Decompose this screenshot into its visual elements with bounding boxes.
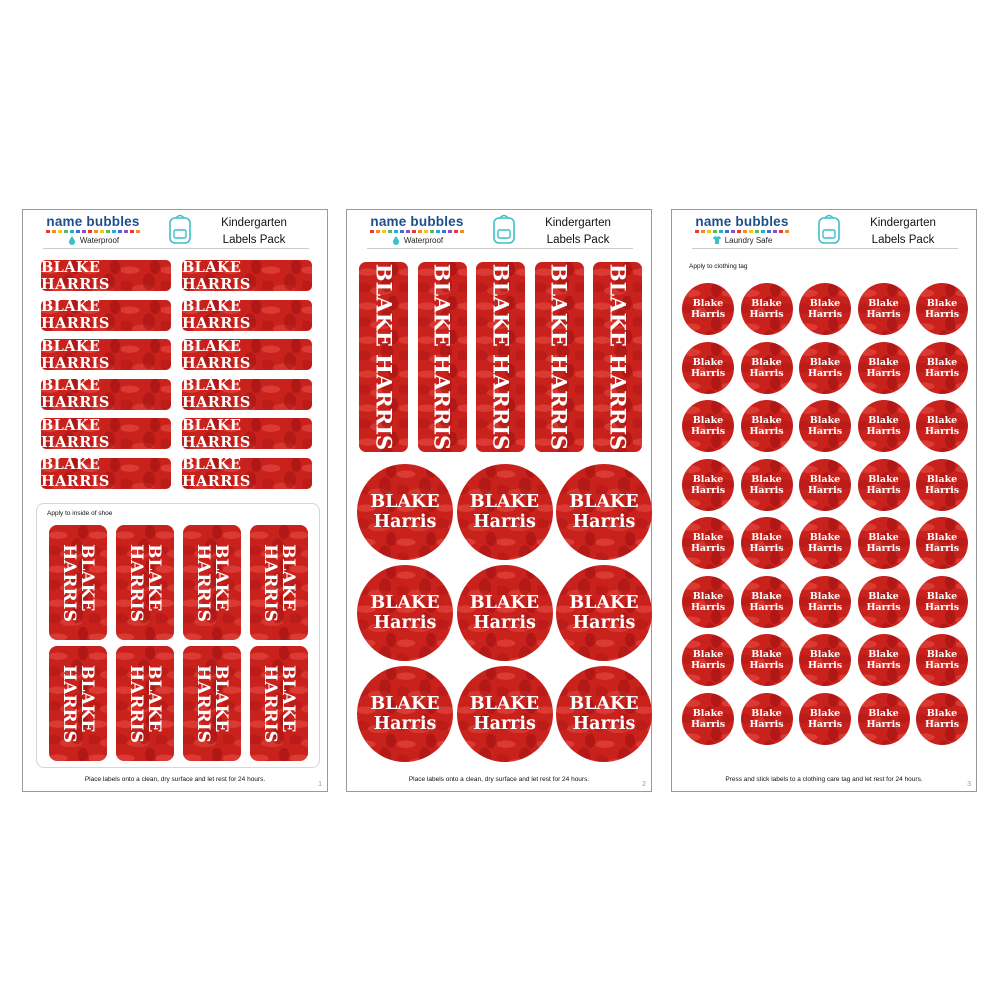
brand-dot <box>436 230 440 233</box>
brand-dot <box>731 230 735 233</box>
first-name: Blake <box>751 649 782 660</box>
last-name: Harris <box>807 484 843 496</box>
waterproof-badge <box>43 235 143 245</box>
brand-dot <box>779 230 783 233</box>
last-name: Harris <box>866 601 901 613</box>
name-label-circle-small <box>916 576 968 628</box>
page-number: 3 <box>967 781 971 788</box>
first-name: Blake <box>692 590 724 602</box>
last-name: HARRIS <box>193 543 213 622</box>
last-name: Harris <box>807 718 843 730</box>
brand-dot <box>448 230 452 233</box>
brand-dot <box>749 230 753 233</box>
name-label-circle-small <box>799 400 851 452</box>
last-name: Harris <box>866 718 901 730</box>
brand-dots <box>692 230 792 233</box>
first-name: BLAKE <box>370 492 440 512</box>
first-name: Blake <box>809 532 841 543</box>
first-name: Blake <box>692 649 724 660</box>
last-name: Harris <box>924 718 960 730</box>
brand-dot <box>52 230 56 233</box>
header-divider <box>367 248 633 249</box>
first-name: Blake <box>751 298 782 309</box>
waterproof-badge <box>367 235 467 245</box>
shoe-label-text <box>60 544 96 622</box>
first-name: Blake <box>809 415 841 426</box>
name-label-circle-small <box>741 459 793 511</box>
brand-logo <box>692 214 792 245</box>
brand-dot <box>136 230 140 233</box>
pack-title <box>523 215 633 249</box>
first-name: Blake <box>809 356 841 368</box>
first-name: BLAKE <box>569 492 639 512</box>
name-label-circle-small <box>682 459 734 511</box>
last-name: Harris <box>473 714 536 734</box>
name-label-circle-small <box>916 517 968 569</box>
brand-dot <box>124 230 128 233</box>
first-name: Blake <box>809 649 841 660</box>
first-name: BLAKE <box>77 543 97 611</box>
shoe-label-text <box>194 665 230 743</box>
name-label-circle-small <box>682 693 734 745</box>
backpack-icon <box>167 213 193 245</box>
name-label-circle-large <box>457 666 553 762</box>
brand-logo <box>367 214 467 245</box>
clothing-tag-caption: Apply to clothing tag <box>689 263 748 270</box>
name-label-circle-large <box>457 565 553 661</box>
first-name: BLAKE <box>278 664 298 732</box>
brand-dot <box>773 230 777 233</box>
name-label-tall <box>359 262 408 452</box>
last-name: Harris <box>866 484 901 496</box>
last-name: Harris <box>473 613 536 633</box>
brand-dot <box>88 230 92 233</box>
name-label-circle-large <box>556 666 652 762</box>
last-name: Harris <box>807 543 843 554</box>
last-name: Harris <box>749 367 784 379</box>
last-name: Harris <box>572 512 636 532</box>
brand-dot <box>388 230 392 233</box>
last-name: Harris <box>807 426 843 437</box>
name-label-circle-small <box>682 634 734 686</box>
name-label-circle-small <box>799 342 851 394</box>
shoe-label <box>250 646 308 761</box>
brand-dot <box>76 230 80 233</box>
first-name: Blake <box>926 649 958 660</box>
last-name: Harris <box>373 512 437 532</box>
shoe-caption: Apply to inside of shoe <box>47 510 113 517</box>
last-name: Harris <box>866 367 901 379</box>
brand-dot <box>713 230 717 233</box>
label-sheet-1 <box>22 209 328 792</box>
brand-dot <box>767 230 771 233</box>
brand-dot <box>454 230 458 233</box>
last-name: Harris <box>924 426 960 437</box>
name-label-circle-large <box>357 666 453 762</box>
first-name: Blake <box>868 707 899 719</box>
first-name: Blake <box>751 473 782 485</box>
name-label-circle-small <box>916 693 968 745</box>
first-name: Blake <box>692 415 724 426</box>
laundry-safe-badge <box>692 235 792 245</box>
name-label-circle-large <box>457 464 553 560</box>
brand-dot <box>701 230 705 233</box>
name-label-circle-small <box>916 459 968 511</box>
last-name: Harris <box>924 367 960 379</box>
first-name: BLAKE <box>144 543 164 611</box>
brand-dot <box>418 230 422 233</box>
pack-title-line2: Labels Pack <box>546 234 610 246</box>
brand-dot <box>106 230 110 233</box>
brand-dot <box>382 230 386 233</box>
last-name: Harris <box>749 309 784 320</box>
first-name: BLAKE <box>278 543 298 611</box>
name-label-circle-small <box>799 634 851 686</box>
page-number: 2 <box>642 781 646 788</box>
name-label-rectangle: BLAKE HARRIS <box>41 379 171 410</box>
shoe-label <box>49 646 107 761</box>
name-label-rectangle: BLAKE HARRIS <box>182 418 312 449</box>
last-name: Harris <box>690 601 726 613</box>
name-label-rectangle: BLAKE HARRIS <box>182 300 312 331</box>
shoe-label-text <box>127 665 163 743</box>
last-name: Harris <box>924 484 960 496</box>
shoe-label <box>49 525 107 640</box>
tall-label-text: BLAKE HARRIS <box>605 263 630 451</box>
last-name: Harris <box>690 309 726 320</box>
shoe-label <box>116 646 174 761</box>
first-name: Blake <box>809 298 841 309</box>
last-name: Harris <box>866 309 901 320</box>
name-label-circle-small <box>741 283 793 335</box>
first-name: BLAKE <box>77 664 97 732</box>
name-label-circle-small <box>916 283 968 335</box>
name-label-rectangle: BLAKE HARRIS <box>41 339 171 370</box>
last-name: HARRIS <box>59 664 79 743</box>
name-label-circle-small <box>682 517 734 569</box>
name-label-rectangle: BLAKE HARRIS <box>41 300 171 331</box>
last-name: Harris <box>866 660 901 671</box>
pack-title-line2: Labels Pack <box>222 234 286 246</box>
name-label-circle-small <box>858 342 910 394</box>
first-name: Blake <box>751 532 782 543</box>
name-label-circle-small <box>682 400 734 452</box>
shoe-label-text <box>127 544 163 622</box>
name-label-circle-small <box>682 576 734 628</box>
shoe-label-panel <box>36 503 320 768</box>
water-drop-icon <box>391 235 401 245</box>
brand-logo <box>43 214 143 245</box>
last-name: Harris <box>749 660 784 671</box>
pack-title-line1: Kindergarten <box>545 217 611 229</box>
brand-dot <box>755 230 759 233</box>
last-name: Harris <box>690 543 726 554</box>
last-name: Harris <box>807 601 843 613</box>
last-name: Harris <box>749 718 784 730</box>
last-name: HARRIS <box>59 543 79 622</box>
name-label-circle-small <box>858 283 910 335</box>
name-label-circle-small <box>799 283 851 335</box>
name-label-tall <box>593 262 642 452</box>
brand-dot <box>400 230 404 233</box>
shoe-label <box>250 525 308 640</box>
first-name: Blake <box>692 356 724 368</box>
brand-dot <box>424 230 428 233</box>
name-label-circle-small <box>858 576 910 628</box>
shoe-label-text <box>60 665 96 743</box>
name-label-rectangle: BLAKE HARRIS <box>41 260 171 291</box>
badge-label: Waterproof <box>79 235 120 245</box>
brand-dot <box>100 230 104 233</box>
name-label-circle-small <box>916 342 968 394</box>
last-name: HARRIS <box>193 664 213 743</box>
sheet-footer: Place labels onto a clean, dry surface and let rest for 24 hours. <box>84 776 266 783</box>
name-label-circle-small <box>741 634 793 686</box>
first-name: Blake <box>809 590 841 602</box>
last-name: Harris <box>690 367 726 379</box>
last-name: Harris <box>924 660 960 671</box>
first-name: Blake <box>868 473 899 485</box>
last-name: Harris <box>690 484 726 496</box>
brand-dot <box>725 230 729 233</box>
shoe-label <box>116 525 174 640</box>
last-name: Harris <box>807 660 843 671</box>
brand-dot <box>94 230 98 233</box>
first-name: Blake <box>692 473 724 485</box>
brand-dots <box>43 230 143 233</box>
last-name: Harris <box>866 543 901 554</box>
first-name: Blake <box>926 298 958 309</box>
first-name: BLAKE <box>469 492 540 512</box>
name-label-rectangle: BLAKE HARRIS <box>182 458 312 489</box>
first-name: Blake <box>692 532 724 543</box>
name-label-tall <box>476 262 525 452</box>
brand-dot <box>118 230 122 233</box>
name-label-circle-small <box>858 634 910 686</box>
first-name: Blake <box>692 298 724 309</box>
first-name: Blake <box>751 590 782 602</box>
first-name: Blake <box>926 532 958 543</box>
name-label-circle-small <box>858 517 910 569</box>
brand-dot <box>442 230 446 233</box>
name-label-circle-small <box>741 576 793 628</box>
name-label-circle-small <box>741 400 793 452</box>
first-name: Blake <box>868 590 899 602</box>
name-label-circle-small <box>682 283 734 335</box>
badge-label: Laundry Safe <box>724 235 773 245</box>
first-name: Blake <box>868 649 899 660</box>
brand-dot <box>737 230 741 233</box>
brand-dot <box>58 230 62 233</box>
last-name: Harris <box>924 543 960 554</box>
name-label-circle-large <box>556 565 652 661</box>
last-name: Harris <box>924 601 960 613</box>
brand-dots <box>367 230 467 233</box>
first-name: Blake <box>751 356 782 368</box>
badge-label: Waterproof <box>403 235 444 245</box>
last-name: HARRIS <box>260 664 280 743</box>
first-name: BLAKE <box>144 664 164 732</box>
name-label-tall <box>535 262 584 452</box>
first-name: Blake <box>809 707 841 719</box>
backpack-icon <box>816 213 842 245</box>
last-name: Harris <box>690 426 726 437</box>
first-name: BLAKE <box>211 664 231 732</box>
name-label-circle-small <box>799 517 851 569</box>
brand-dot <box>719 230 723 233</box>
tall-label-text: BLAKE HARRIS <box>488 263 513 451</box>
brand-dot <box>460 230 464 233</box>
name-label-circle-large <box>556 464 652 560</box>
brand-dot <box>370 230 374 233</box>
name-label-circle-small <box>858 400 910 452</box>
first-name: Blake <box>868 532 899 543</box>
last-name: Harris <box>749 601 784 613</box>
first-name: BLAKE <box>370 593 440 613</box>
shirt-icon <box>712 235 722 245</box>
name-label-circle-large <box>357 565 453 661</box>
last-name: HARRIS <box>260 543 280 622</box>
tall-label-text: BLAKE HARRIS <box>371 263 396 451</box>
header-divider <box>43 248 309 249</box>
name-label-rectangle: BLAKE HARRIS <box>182 260 312 291</box>
shoe-label-text <box>261 665 297 743</box>
page-number: 1 <box>318 781 322 788</box>
last-name: Harris <box>807 309 843 320</box>
first-name: Blake <box>868 298 899 309</box>
shoe-label <box>183 646 241 761</box>
last-name: Harris <box>572 714 636 734</box>
name-label-circle-small <box>799 576 851 628</box>
water-drop-icon <box>67 235 77 245</box>
label-sheet-2 <box>346 209 652 792</box>
last-name: Harris <box>572 613 636 633</box>
first-name: BLAKE <box>370 694 440 714</box>
first-name: Blake <box>926 707 958 719</box>
name-label-circle-small <box>916 400 968 452</box>
brand-name: name bubbles <box>695 214 789 229</box>
header-divider <box>692 248 958 249</box>
first-name: BLAKE <box>211 543 231 611</box>
name-label-rectangle: BLAKE HARRIS <box>41 418 171 449</box>
pack-title <box>848 215 958 249</box>
last-name: Harris <box>690 718 726 730</box>
first-name: Blake <box>868 356 899 368</box>
name-label-circle-small <box>916 634 968 686</box>
name-label-circle-small <box>799 693 851 745</box>
last-name: HARRIS <box>126 664 146 743</box>
pack-title <box>199 215 309 249</box>
last-name: Harris <box>924 309 960 320</box>
name-label-circle-small <box>858 459 910 511</box>
pack-title-line1: Kindergarten <box>870 217 936 229</box>
name-label-circle-small <box>682 342 734 394</box>
last-name: Harris <box>373 613 437 633</box>
shoe-label <box>183 525 241 640</box>
name-label-tall <box>418 262 467 452</box>
name-label-rectangle: BLAKE HARRIS <box>41 458 171 489</box>
first-name: Blake <box>751 415 782 426</box>
brand-dot <box>70 230 74 233</box>
name-label-circle-small <box>799 459 851 511</box>
brand-dot <box>376 230 380 233</box>
first-name: BLAKE <box>469 593 540 613</box>
brand-dot <box>112 230 116 233</box>
brand-dot <box>394 230 398 233</box>
sheet-footer: Press and stick labels to a clothing care tag and let rest for 24 hours. <box>725 776 923 783</box>
brand-dot <box>130 230 134 233</box>
brand-name: name bubbles <box>370 214 464 229</box>
last-name: Harris <box>690 660 726 671</box>
brand-dot <box>46 230 50 233</box>
first-name: Blake <box>751 707 782 719</box>
first-name: Blake <box>868 415 899 426</box>
last-name: Harris <box>749 426 784 437</box>
first-name: BLAKE <box>569 593 639 613</box>
last-name: Harris <box>373 714 437 734</box>
name-label-circle-small <box>741 693 793 745</box>
brand-dot <box>743 230 747 233</box>
first-name: BLAKE <box>569 694 639 714</box>
last-name: Harris <box>749 484 784 496</box>
first-name: Blake <box>692 707 724 719</box>
brand-dot <box>82 230 86 233</box>
brand-dot <box>707 230 711 233</box>
name-label-rectangle: BLAKE HARRIS <box>182 339 312 370</box>
brand-name: name bubbles <box>46 214 140 229</box>
name-label-circle-small <box>858 693 910 745</box>
last-name: Harris <box>749 543 784 554</box>
pack-title-line2: Labels Pack <box>871 234 935 246</box>
brand-dot <box>412 230 416 233</box>
first-name: Blake <box>926 356 958 368</box>
tall-label-text: BLAKE HARRIS <box>546 263 572 451</box>
name-label-circle-small <box>741 342 793 394</box>
tall-label-text: BLAKE HARRIS <box>429 263 455 451</box>
name-label-circle-small <box>741 517 793 569</box>
first-name: Blake <box>926 473 958 485</box>
brand-dot <box>64 230 68 233</box>
brand-dot <box>695 230 699 233</box>
shoe-label-text <box>194 544 230 622</box>
pack-title-line1: Kindergarten <box>221 217 287 229</box>
last-name: Harris <box>866 426 901 437</box>
shoe-label-text <box>261 544 297 622</box>
first-name: Blake <box>926 590 958 602</box>
name-label-circle-large <box>357 464 453 560</box>
first-name: Blake <box>809 473 841 485</box>
brand-dot <box>761 230 765 233</box>
last-name: Harris <box>473 512 536 532</box>
brand-dot <box>406 230 410 233</box>
brand-dot <box>785 230 789 233</box>
sheet-footer: Place labels onto a clean, dry surface and let rest for 24 hours. <box>408 776 590 783</box>
brand-dot <box>430 230 434 233</box>
name-label-rectangle: BLAKE HARRIS <box>182 379 312 410</box>
last-name: HARRIS <box>126 543 146 622</box>
last-name: Harris <box>807 367 843 379</box>
first-name: BLAKE <box>469 694 540 714</box>
first-name: Blake <box>926 415 958 426</box>
label-sheet-3 <box>671 209 977 792</box>
backpack-icon <box>491 213 517 245</box>
